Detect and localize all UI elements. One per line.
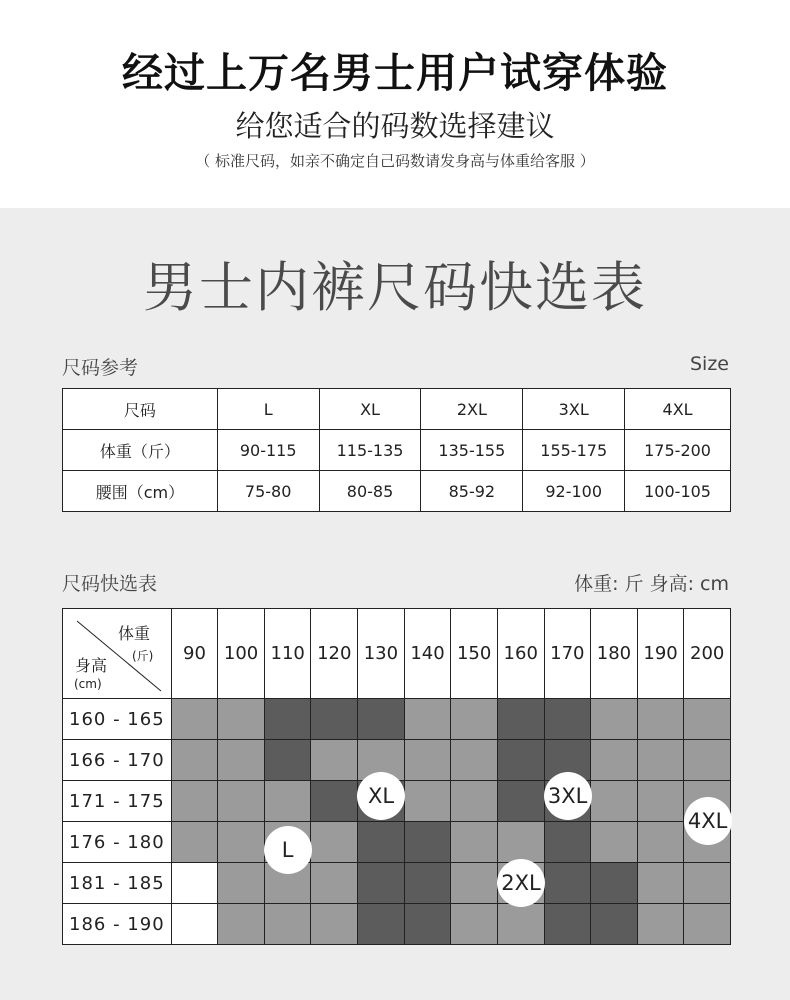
- grid-cell: [544, 699, 591, 740]
- height-row: [63, 822, 731, 863]
- size-ref-cell: 75-80: [217, 471, 319, 512]
- grid-cell: [218, 822, 265, 863]
- height-label-cell: 160 - 165: [63, 699, 172, 740]
- grid-cell: [171, 781, 218, 822]
- grid-cell: [358, 822, 405, 863]
- grid-cell: [311, 740, 358, 781]
- corner-height-unit: (cm): [74, 677, 102, 691]
- grid-cell: [591, 781, 638, 822]
- grid-cell: [544, 822, 591, 863]
- grid-cell: [218, 699, 265, 740]
- grid-cell: [684, 904, 731, 945]
- grid-cell: [311, 699, 358, 740]
- weight-header-cell: 120: [311, 609, 358, 699]
- grid-cell: [591, 822, 638, 863]
- weight-header-cell: 150: [451, 609, 498, 699]
- size-ref-row: [63, 389, 731, 430]
- size-ref-cell: XL: [319, 389, 421, 430]
- grid-cell: [404, 740, 451, 781]
- grid-cell: [311, 904, 358, 945]
- grid-cell: [218, 863, 265, 904]
- size-ref-row: [63, 430, 731, 471]
- size-ref-cell: 135-155: [421, 430, 523, 471]
- grid-cell: [684, 740, 731, 781]
- grid-cell: [311, 781, 358, 822]
- size-badge: 4XL: [684, 797, 732, 845]
- size-ref-row-label: 尺码: [63, 389, 218, 430]
- grid-cell: [358, 904, 405, 945]
- grid-cell: [171, 863, 218, 904]
- quick-label: 尺码快选表: [62, 573, 158, 595]
- header-title: 经过上万名男士用户试穿体验: [122, 49, 668, 97]
- grid-cell: [218, 904, 265, 945]
- grid-cell: [264, 781, 311, 822]
- grid-cell: [451, 699, 498, 740]
- size-badge: 2XL: [497, 859, 545, 907]
- size-badge: L: [264, 826, 312, 874]
- weight-header-cell: 160: [497, 609, 544, 699]
- grid-cell: [637, 863, 684, 904]
- height-label-cell: 176 - 180: [63, 822, 172, 863]
- grid-cell: [637, 699, 684, 740]
- grid-cell: [451, 904, 498, 945]
- corner-weight-label: 体重: [118, 624, 151, 643]
- grid-cell: [591, 904, 638, 945]
- height-row: [63, 699, 731, 740]
- corner-height-label: 身高: [75, 656, 108, 675]
- size-ref-cell: 90-115: [217, 430, 319, 471]
- grid-cell: [171, 822, 218, 863]
- size-ref-cell: 100-105: [625, 471, 731, 512]
- weight-header-cell: 130: [358, 609, 405, 699]
- grid-cell: [637, 740, 684, 781]
- grid-cell: [264, 740, 311, 781]
- size-ref-cell: 115-135: [319, 430, 421, 471]
- size-badge: 3XL: [544, 772, 592, 820]
- grid-cell: [544, 904, 591, 945]
- grid-cell: [171, 699, 218, 740]
- grid-cell: [404, 781, 451, 822]
- weight-header-cell: 90: [171, 609, 218, 699]
- height-row: [63, 740, 731, 781]
- weight-header-cell: 170: [544, 609, 591, 699]
- height-row: [63, 904, 731, 945]
- height-label-cell: 166 - 170: [63, 740, 172, 781]
- grid-cell: [451, 740, 498, 781]
- grid-cell: [358, 699, 405, 740]
- grid-cell: [497, 740, 544, 781]
- height-label-cell: 186 - 190: [63, 904, 172, 945]
- grid-cell: [404, 822, 451, 863]
- size-ref-cell: 85-92: [421, 471, 523, 512]
- grid-cell: [684, 863, 731, 904]
- grid-cell: [637, 781, 684, 822]
- grid-cell: [404, 863, 451, 904]
- grid-cell: [497, 781, 544, 822]
- corner-cell: [63, 609, 172, 699]
- grid-cell: [171, 904, 218, 945]
- grid-cell: [497, 699, 544, 740]
- size-ref-right-label: Size: [689, 353, 729, 375]
- grid-cell: [451, 822, 498, 863]
- grid-cell: [404, 904, 451, 945]
- grid-cell: [311, 863, 358, 904]
- grid-cell: [311, 822, 358, 863]
- header-panel: [0, 0, 790, 208]
- grid-cell: [591, 699, 638, 740]
- size-ref-row-label: 腰围（cm）: [63, 471, 218, 512]
- grid-cell: [451, 781, 498, 822]
- size-ref-cell: 80-85: [319, 471, 421, 512]
- size-ref-cell: 92-100: [523, 471, 625, 512]
- size-ref-cell: L: [217, 389, 319, 430]
- size-ref-cell: 4XL: [625, 389, 731, 430]
- main-title: 男士内裤尺码快选表: [143, 256, 647, 319]
- quick-select-table: [62, 608, 731, 945]
- grid-cell: [544, 863, 591, 904]
- header-subtitle: 给您适合的码数选择建议: [235, 109, 555, 143]
- grid-cell: [637, 904, 684, 945]
- size-reference-table: [62, 388, 731, 512]
- weight-header-cell: 110: [264, 609, 311, 699]
- grid-cell: [404, 699, 451, 740]
- weight-header-cell: 200: [684, 609, 731, 699]
- quick-right-label: 体重: 斤 身高: cm: [574, 573, 729, 595]
- weight-header-cell: 180: [591, 609, 638, 699]
- weight-header-row: [63, 609, 731, 699]
- grid-cell: [497, 822, 544, 863]
- weight-header-cell: 190: [637, 609, 684, 699]
- size-ref-cell: 3XL: [523, 389, 625, 430]
- grid-cell: [637, 822, 684, 863]
- grid-cell: [218, 781, 265, 822]
- height-row: [63, 863, 731, 904]
- height-label-cell: 181 - 185: [63, 863, 172, 904]
- corner-weight-unit: (斤): [132, 649, 154, 663]
- size-ref-row-label: 体重（斤）: [63, 430, 218, 471]
- size-ref-cell: 155-175: [523, 430, 625, 471]
- grid-cell: [264, 904, 311, 945]
- grid-cell: [358, 863, 405, 904]
- grid-cell: [451, 863, 498, 904]
- grid-cell: [264, 699, 311, 740]
- size-badge: XL: [357, 772, 405, 820]
- grid-cell: [591, 863, 638, 904]
- size-ref-row: [63, 471, 731, 512]
- size-ref-cell: 2XL: [421, 389, 523, 430]
- height-label-cell: 171 - 175: [63, 781, 172, 822]
- grid-cell: [684, 699, 731, 740]
- grid-cell: [497, 904, 544, 945]
- size-ref-cell: 175-200: [625, 430, 731, 471]
- header-note: （ 标准尺码，如亲不确定自己码数请发身高与体重给客服 ）: [195, 152, 595, 170]
- grid-cell: [591, 740, 638, 781]
- weight-header-cell: 140: [404, 609, 451, 699]
- grid-cell: [171, 740, 218, 781]
- grid-cell: [218, 740, 265, 781]
- weight-header-cell: 100: [218, 609, 265, 699]
- size-ref-label: 尺码参考: [62, 357, 139, 379]
